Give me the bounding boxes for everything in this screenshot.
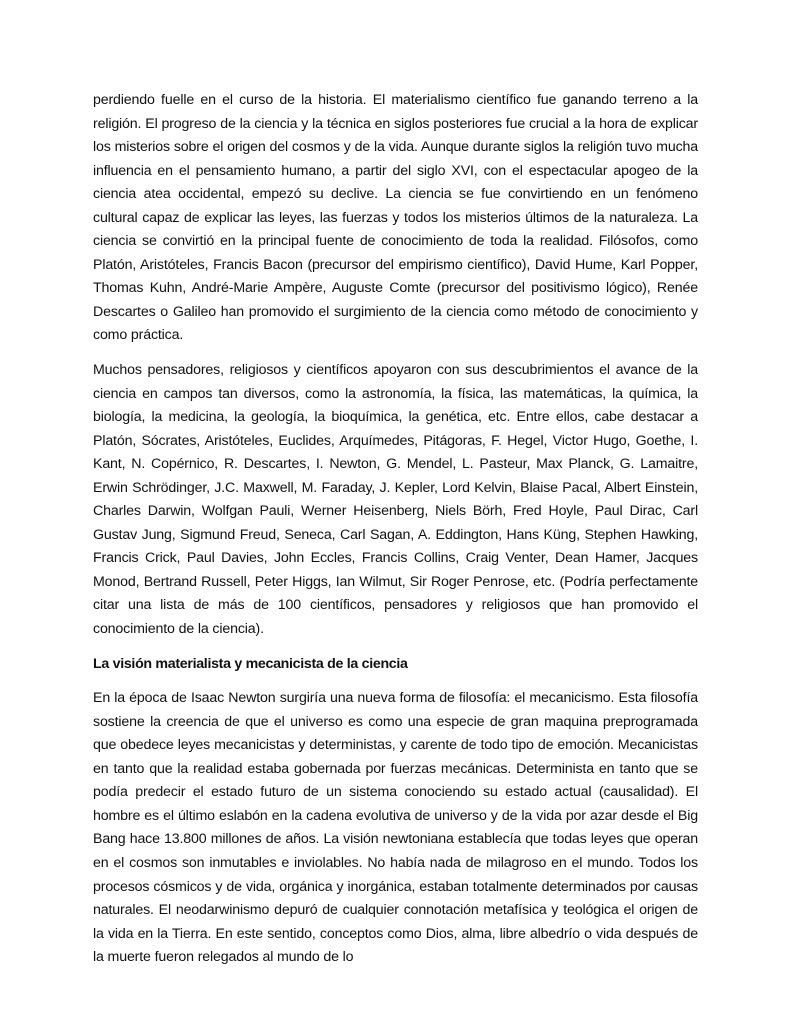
paragraph-materialism-history: perdiendo fuelle en el curso de la historia. El materialismo científico fue ganando terreno a la religión. El progreso de la ciencia y la técnica en siglos posteriores fue crucial a la hora de explicar los misterios sobre el origen del cosmos y de la vida. Aunque durante siglos la religión tuvo mucha influencia en el pensamiento humano, a partir del siglo XVI, con el espectacular apogeo de la ciencia atea occidental, empezó su declive. La ciencia se fue convirtiendo en un fenómeno cultural capaz de explicar las leyes, las fuerzas y todos los misterios últimos de la naturaleza. La ciencia se convirtió en la principal fuente de conocimiento de toda la realidad. Filósofos, como Platón, Aristóteles, Francis Bacon (precursor del empirismo científico), David Hume, Karl Popper, Thomas Kuhn, André-Marie Ampère, Auguste Comte (precursor del positivismo lógico), Renée Descartes o Galileo han promovido el surgimiento de la ciencia como método de conocimiento y como práctica. [93,92,698,344]
document-page [93,89,698,981]
paragraph-scientists-list: Muchos pensadores, religiosos y científicos apoyaron con sus descubrimientos el avance de la ciencia en campos tan diversos, como la astronomía, la física, las matemáticas, la química, la biología, la medicina, la geología, la bioquímica, la genética, etc. Entre ellos, cabe destacar a Platón, Sócrates, Aristóteles, Euclides, Arquímedes, Pitágoras, F. Hegel, Victor Hugo, Goethe, I. Kant, N. Copérnico, R. Descartes, I. Newton, G. Mendel, L. Pasteur, Max Planck, G. Lamaitre, Erwin Schrödinger, J.C. Maxwell, M. Faraday, J. Kepler, Lord Kelvin, Blaise Pacal, Albert Einstein, Charles Darwin, Wolfgan Pauli, Werner Heisenberg, Niels Börh, Fred Hoyle, Paul Dirac, Carl Gustav Jung, Sigmund Freud, Seneca, Carl Sagan, A. Eddington, Hans Küng, Stephen Hawking, Francis Crick, Paul Davies, John Eccles, Francis Collins, Craig Venter, Dean Hamer, Jacques Monod, Bertrand Russell, Peter Higgs, Ian Wilmut, Sir Roger Penrose, etc. (Podría perfectamente citar una lista de más de 100 científicos, pensadores y religiosos que han promovido el conocimiento de la ciencia). [93,362,698,638]
section-heading: La visión materialista y mecanicista de la ciencia [93,655,408,672]
paragraph-mechanicism: En la época de Isaac Newton surgiría una nueva forma de filosofía: el mecanicismo. Esta filosofía sostiene la creencia de que el universo es como una especie de gran maquina preprogramada que obedece leyes mecanicistas y deterministas, y carente de todo tipo de emoción. Mecanicistas en tanto que la realidad estaba gobernada por fuerzas mecánicas. Determinista en tanto que se podía predecir el estado futuro de un sistema conociendo su estado actual (causalidad). El hombre es el último eslabón en la cadena evolutiva de universo y de la vida por azar desde el Big Bang hace 13.800 millones de años. La visión newtoniana establecía que todas leyes que operan en el cosmos son inmutables e inviolables. No había nada de milagroso en el mundo. Todos los procesos cósmicos y de vida, orgánica y inorgánica, estaban totalmente determinados por causas naturales. El neodarwinismo depuró de cualquier connotación metafísica y teológica el origen de la vida en la Tierra. En este sentido, conceptos como Dios, alma, libre albedrío o vida después de la muerte fueron relegados al mundo de lo [93,690,698,966]
